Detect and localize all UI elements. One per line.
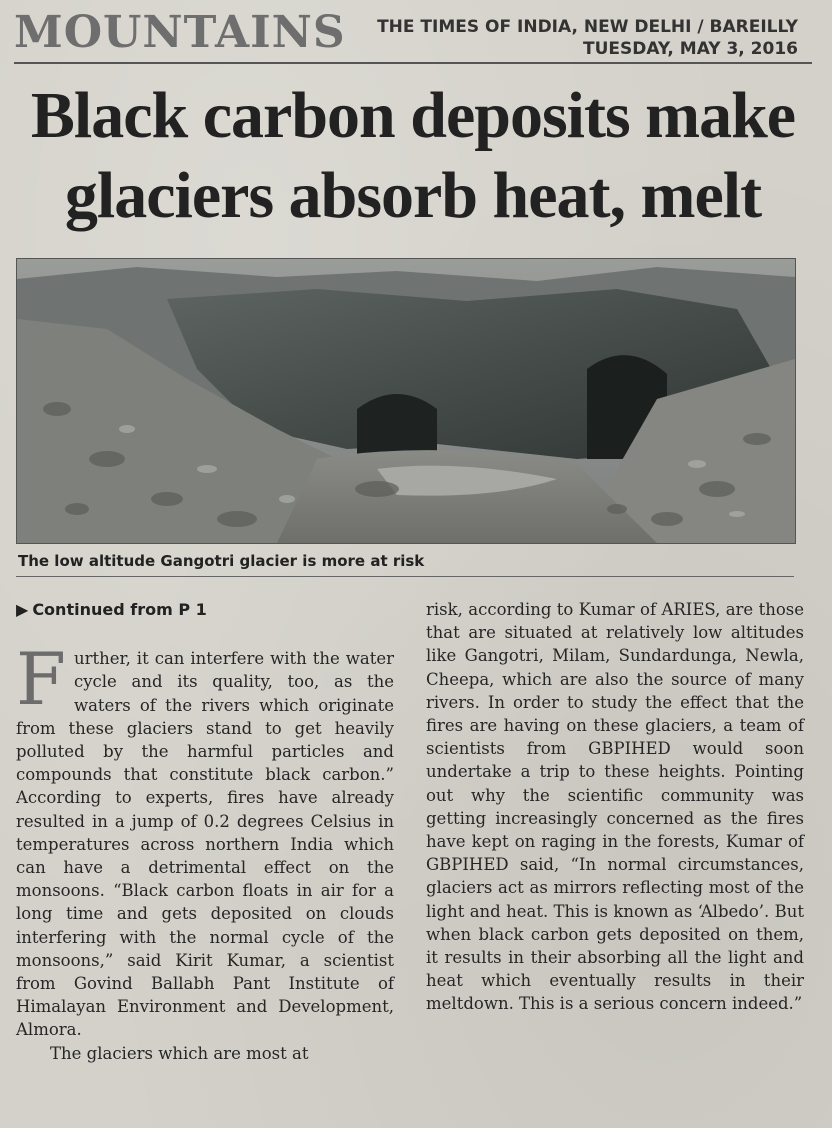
article-column-right bbox=[426, 598, 804, 1016]
header-divider bbox=[14, 62, 812, 64]
headline-line-2: glaciers absorb heat, melt bbox=[64, 159, 762, 232]
paper-name-line: THE TIMES OF INDIA, NEW DELHI / BAREILLY bbox=[377, 17, 798, 37]
article-column-left bbox=[16, 598, 394, 1065]
article-paragraph: The glaciers which are most at bbox=[50, 1043, 309, 1063]
headline-line-1: Black carbon deposits make bbox=[30, 79, 796, 152]
article-paragraph bbox=[16, 637, 394, 1041]
glacier-photo bbox=[16, 258, 796, 544]
continued-text: Continued from P 1 bbox=[32, 600, 207, 619]
caption-divider bbox=[16, 576, 794, 577]
paragraph-text: urther, it can interfere with the water cycle and its quality, too, as the waters of the rivers which originate from these glaciers stand to get heavily polluted by the harmful particles and compounds that constitute black carbon.” According to experts, fires have already resulted in a jump of 0.2 degrees Celsius in temperatures across northern India which can have a detrimental effect on the monsoons. “Black carbon floats in air for a long time and gets deposited on clouds interfering with the normal cycle of the monsoons,” said Kirit Kumar, a scientist from Govind Ballabh Pant Institute of Himalayan Environment and Development, Almora. bbox=[16, 649, 394, 1040]
paper-masthead-info bbox=[377, 16, 798, 60]
section-title: MOUNTAINS bbox=[14, 7, 346, 58]
continued-from-label bbox=[16, 598, 394, 621]
article-paragraph: risk, according to Kumar of ARIES, are those that are situated at relatively low altitudes like Gangotri, Milam, Sundardunga, Newla, Cheepa, which are also the source of many rivers. In order to study the effect that the fires are having on these glaciers, a team of scientists from GBPIHED would soon undertake a trip to these heights. Pointing out why the scientific community was getting increasingly concerned as the fires have kept on raging in the forests, Kumar of GBPIHED said, “In normal circumstances, glaciers act as mirrors reflecting most of the light and heat. This is known as ‘Albedo’. But when black carbon gets deposited on them, it results in their absorbing all the light and heat which eventually results in their meltdown. This is a serious concern indeed.” bbox=[426, 600, 804, 1014]
photo-caption: The low altitude Gangotri glacier is more at risk bbox=[18, 552, 425, 570]
publication-date: TUESDAY, MAY 3, 2016 bbox=[583, 39, 798, 59]
article-headline bbox=[18, 76, 808, 236]
play-arrow-icon: ▶ bbox=[16, 600, 29, 619]
drop-cap: F bbox=[16, 637, 66, 722]
